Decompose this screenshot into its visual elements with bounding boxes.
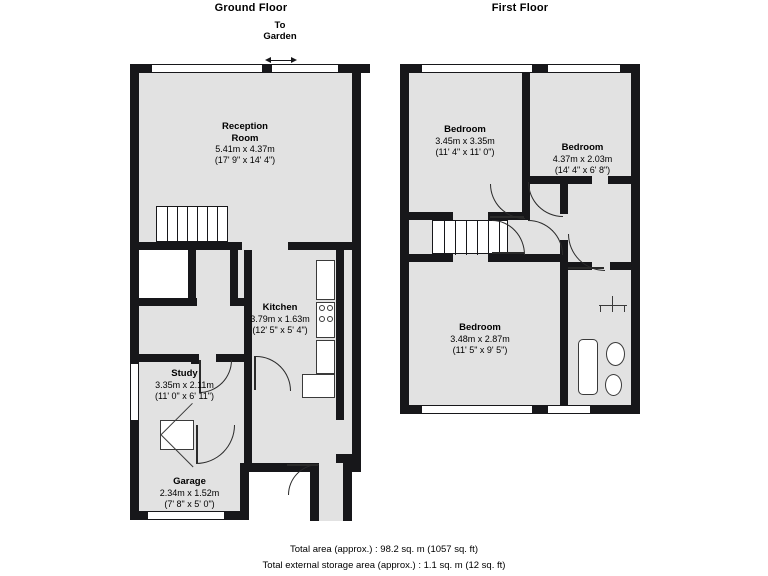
bedroom1-dim-metric: 3.45m x 3.35m <box>435 135 495 146</box>
ff-wall-left <box>400 64 409 414</box>
total-area-text: Total area (approx.) : 98.2 sq. m (1057 sq. ft) <box>290 544 478 555</box>
gf-floor-porch <box>319 463 343 521</box>
reception-room-dim-imperial: (17' 9" x 14' 4") <box>214 155 276 165</box>
bedroom3-name: Bedroom <box>459 322 501 333</box>
ff-window-bedroom3 <box>422 405 532 414</box>
gf-window-top <box>152 64 262 73</box>
to-garden-line2: Garden <box>263 31 297 42</box>
bedroom2-name: Bedroom <box>561 142 604 153</box>
kitchen-dim-metric: 3.79m x 1.63m <box>250 313 310 324</box>
external-storage-area-text: Total external storage area (approx.) : 1.1 sq. m (12 sq. ft) <box>262 560 506 571</box>
kitchen-worktop-upper <box>316 260 335 300</box>
ff-window-bedroom2 <box>548 64 620 73</box>
gf-wall-reception-bottom-right <box>288 242 352 250</box>
external-storage-box <box>160 420 194 450</box>
kitchen-door-leaf <box>254 356 256 390</box>
bedroom1-dim-imperial: (11' 4" x 11' 0") <box>435 146 495 157</box>
bathroom-door-leaf <box>568 267 604 269</box>
to-garden-arrows <box>265 56 297 64</box>
bedroom3-label <box>420 322 540 356</box>
study-dim-imperial: (11' 0" x 6' 11") <box>154 390 215 401</box>
garage-up-and-over-door <box>148 511 224 520</box>
ff-wall-bed3-top <box>488 254 568 262</box>
gf-recess-left <box>139 250 188 298</box>
gf-wall-reception-bottom <box>139 242 242 250</box>
reception-room-name-1: Reception <box>222 121 268 132</box>
to-garden-label <box>236 20 324 42</box>
garage-name: Garage <box>173 476 206 487</box>
study-label <box>122 368 247 402</box>
kitchen-dim-imperial: (12' 5" x 5' 4") <box>252 324 308 335</box>
ff-window-bedroom1 <box>422 64 532 73</box>
bedroom1-label <box>405 124 525 158</box>
bathtub <box>578 339 598 395</box>
bedroom3-dim-imperial: (11' 5" x 9' 5") <box>452 344 508 355</box>
reception-room-label <box>165 121 325 166</box>
gf-wall-left <box>130 64 139 520</box>
ground-floor-plan <box>130 64 370 534</box>
bedroom2-dim-imperial: (14' 4" x 6' 8") <box>554 164 611 175</box>
arrow-shaft <box>270 60 292 61</box>
kitchen-name: Kitchen <box>262 302 298 313</box>
ff-wall-bed3-top-left <box>409 254 453 262</box>
ground-floor-title: Ground Floor <box>214 2 288 14</box>
gf-wall-porch-right <box>343 454 352 521</box>
study-dim-metric: 3.35m x 2.11m <box>155 379 214 390</box>
bedroom2-label <box>525 142 640 176</box>
porch-door-leaf <box>287 464 318 466</box>
kitchen-worktop-lower <box>316 340 335 374</box>
bedroom2-dim-metric: 4.37m x 2.03m <box>552 153 613 164</box>
ff-wall-bed3-right <box>560 262 568 406</box>
ff-window-bathroom <box>548 405 590 414</box>
garage-dim-metric: 2.34m x 1.52m <box>159 487 220 498</box>
wash-basin <box>606 342 625 366</box>
bedroom1-name: Bedroom <box>444 124 486 135</box>
first-floor-plan <box>400 64 640 424</box>
garage-door-leaf <box>196 425 198 463</box>
ff-wall-right <box>631 64 640 414</box>
reception-room-name-2: Room <box>231 132 259 144</box>
gf-wall-study-left-top <box>139 354 199 362</box>
arrow-right-head <box>291 57 297 63</box>
kitchen-sink <box>302 374 335 398</box>
gf-staircase[interactable] <box>156 206 228 242</box>
kitchen-label <box>220 302 340 336</box>
gf-patio-door <box>272 64 338 73</box>
bedroom1-door-leaf <box>490 216 524 218</box>
ff-wall-bed2-bottom-right <box>608 176 631 184</box>
ceiling-light-fitting <box>598 296 628 318</box>
garage-label <box>127 476 252 510</box>
toilet <box>605 374 622 396</box>
to-garden-line1: To <box>274 20 286 31</box>
first-floor-title: First Floor <box>491 2 549 14</box>
gf-wall-study-top <box>139 298 197 306</box>
bedroom3-door-leaf <box>492 252 524 254</box>
bedroom3-dim-metric: 3.48m x 2.87m <box>450 333 510 344</box>
ff-wall-bath-top-right <box>610 262 631 270</box>
reception-room-dim-metric: 5.41m x 4.37m <box>215 144 275 154</box>
study-name: Study <box>171 368 198 379</box>
ff-wall-bed1-bottom-left <box>409 212 453 220</box>
gf-wall-right-upper <box>352 64 361 472</box>
garage-dim-imperial: (7' 8" x 5' 0") <box>164 498 215 509</box>
gf-wall-study-stub <box>191 354 199 364</box>
